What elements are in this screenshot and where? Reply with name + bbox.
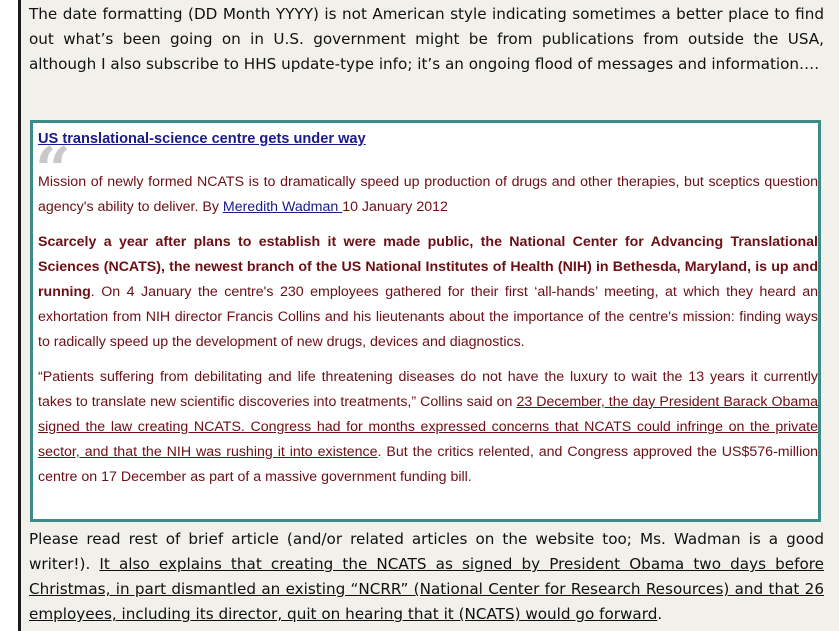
article-date: 10 January 2012 [342,199,448,215]
article-second-paragraph [38,365,818,490]
intro-paragraph: The date formatting (DD Month YYYY) is not American style indicating sometimes a better place to find out what’s been going on in U.S. government might be from publications from outside the USA, although I also subscribe to HHS update-type info; it’s an ongoing flood of messages and information…. [29,5,824,73]
outro-underlined-link[interactable]: It also explains that creating the NCATS as signed by President Obama two days before Christmas, in part dismantled an existing “NCRR” (National Center for Research Resources) and that 26 employees, including its director, quit on hearing that it (NCATS) would go forward [29,555,824,623]
outro-start-text: Please read rest of brief article (and/or related articles on the website too; Ms. Wadman is a good writer!). [29,530,824,573]
lead-rest-text: . On 4 January the centre's 230 employees gathered for their first ‘all-hands’ meeting, at which they heard an exhortation from NIH director Francis Collins and his lieutenants about the importance of the centre's mission: finding ways to radically speed up the development of new drugs, devices and diagnostics. [38,284,818,350]
article-lead-paragraph [38,230,818,355]
p2-end-text: . But the critics relented, and Congress approved the US$576-million centre on 17 December as part of a massive government funding bill. [38,444,818,485]
author-link[interactable]: Meredith Wadman [222,199,343,215]
outro-paragraph [29,527,824,627]
blockquote-content [38,127,818,490]
article-standfirst [38,170,818,220]
p2-link[interactable]: 23 December, the day President Barack Obama signed the law creating NCATS. Congress had for months expressed concerns that NCATS could infringe on the private sector, and that the NIH was rushing it into existence [38,394,819,460]
quote-mark-icon: “ [35,133,71,206]
blog-post [18,0,839,631]
standfirst-text: Mission of newly formed NCATS is to dramatically speed up production of drugs and other therapies, but sceptics question agency's ability to deliver. By [38,174,818,215]
outro-end-text: . [657,605,663,623]
lead-bold-text: Scarcely a year after plans to establish it were made public, the National Center for Advancing Translational Sciences (NCATS), the newest branch of the US National Institutes of Health (NIH) in Bethesda, Maryland, is up and running [38,234,818,300]
article-title-link[interactable]: US translational-science centre gets under way [38,131,366,147]
p2-start-text: “Patients suffering from debilitating and life threatening diseases do not have the luxury to wait the 13 years it currently takes to translate new scientific discoveries into treatments,” Collins said on [38,369,818,410]
blockquote [30,120,821,522]
